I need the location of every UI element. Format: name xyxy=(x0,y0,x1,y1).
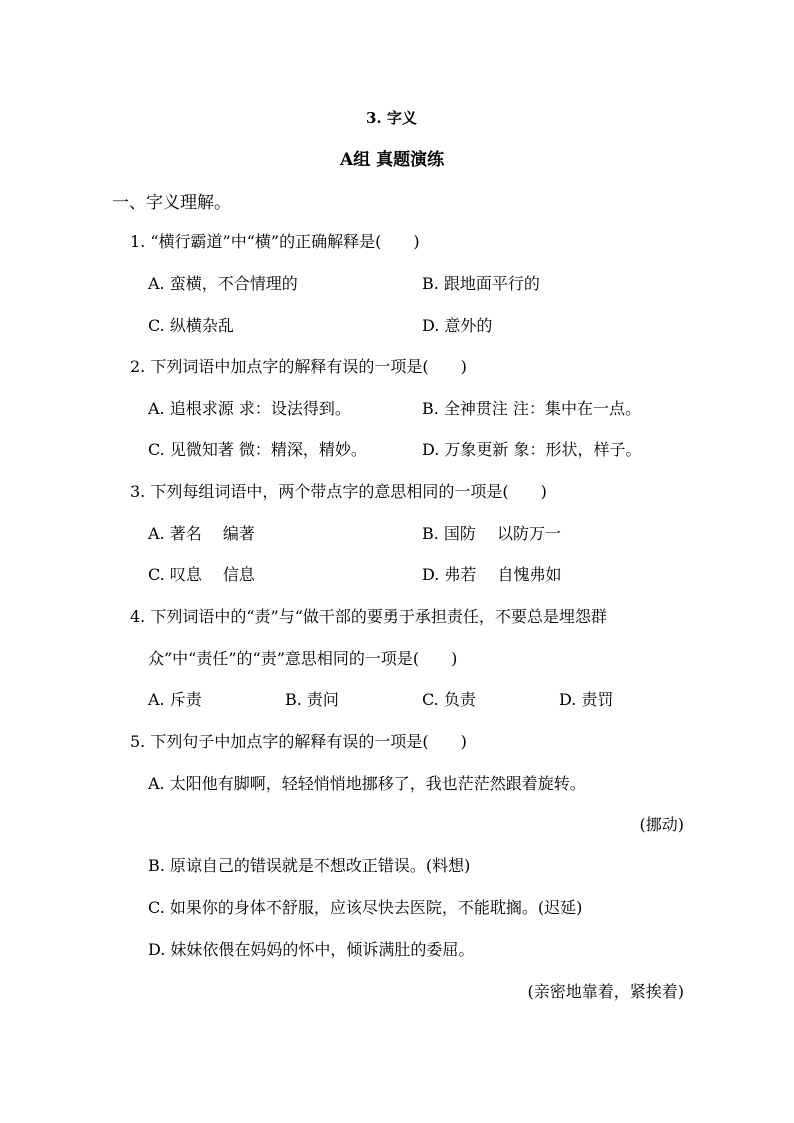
q3-stem: 3. 下列每组词语中，两个带点字的意思相同的一项是( ) xyxy=(130,482,547,501)
q5-option-a: A. 太阳他有脚啊，轻轻悄悄地挪移了，我也茫茫然跟着旋转。 xyxy=(148,774,586,793)
q3-option-d: D. 弗若 自愧弗如 xyxy=(422,565,562,584)
q3-option-b: B. 国防 以防万一 xyxy=(422,524,562,543)
q5-option-b: B. 原谅自己的错误就是不想改正错误。(料想) xyxy=(148,856,471,875)
q5-option-a-note: (挪动) xyxy=(639,815,684,834)
q4-option-a: A. 斥责 xyxy=(148,690,202,709)
q4-option-d: D. 责罚 xyxy=(559,690,614,709)
group-title: A组 真题演练 xyxy=(340,150,445,170)
q3-option-a: A. 著名 编著 xyxy=(148,524,255,543)
q5-option-d-note: (亲密地靠着，紧挨着) xyxy=(527,982,684,1001)
q4-option-b: B. 责问 xyxy=(285,690,339,709)
q1-option-b: B. 跟地面平行的 xyxy=(422,274,540,293)
q3-option-c: C. 叹息 信息 xyxy=(148,565,255,584)
q5-stem: 5. 下列句子中加点字的解释有误的一项是( ) xyxy=(130,732,467,751)
q5-option-d: D. 妹妹依偎在妈妈的怀中，倾诉满肚的委屈。 xyxy=(148,940,475,959)
q1-option-d: D. 意外的 xyxy=(422,316,493,335)
q2-option-c: C. 见微知著 微：精深，精妙。 xyxy=(148,440,367,459)
section-heading: 一、字义理解。 xyxy=(112,193,231,213)
q4-option-c: C. 负责 xyxy=(422,690,476,709)
q2-stem: 2. 下列词语中加点字的解释有误的一项是( ) xyxy=(130,357,467,376)
q1-option-c: C. 纵横杂乱 xyxy=(148,316,234,335)
q4-stem-line2: 众”中“责任”的“责”意思相同的一项是( ) xyxy=(148,649,458,668)
q4-stem-line1: 4. 下列词语中的“责”与“做干部的要勇于承担责任，不要总是埋怨群 xyxy=(130,607,607,626)
q1-option-a: A. 蛮横，不合情理的 xyxy=(148,274,298,293)
q5-option-c: C. 如果你的身体不舒服，应该尽快去医院，不能耽搁。(迟延) xyxy=(148,898,583,917)
lesson-title: 3. 字义 xyxy=(366,109,417,127)
q1-stem: 1. “横行霸道”中“横”的正确解释是( ) xyxy=(130,232,420,251)
q2-option-a: A. 追根求源 求：设法得到。 xyxy=(148,399,351,418)
q2-option-d: D. 万象更新 象：形状，样子。 xyxy=(422,440,642,459)
q2-option-b: B. 全神贯注 注：集中在一点。 xyxy=(422,399,642,418)
